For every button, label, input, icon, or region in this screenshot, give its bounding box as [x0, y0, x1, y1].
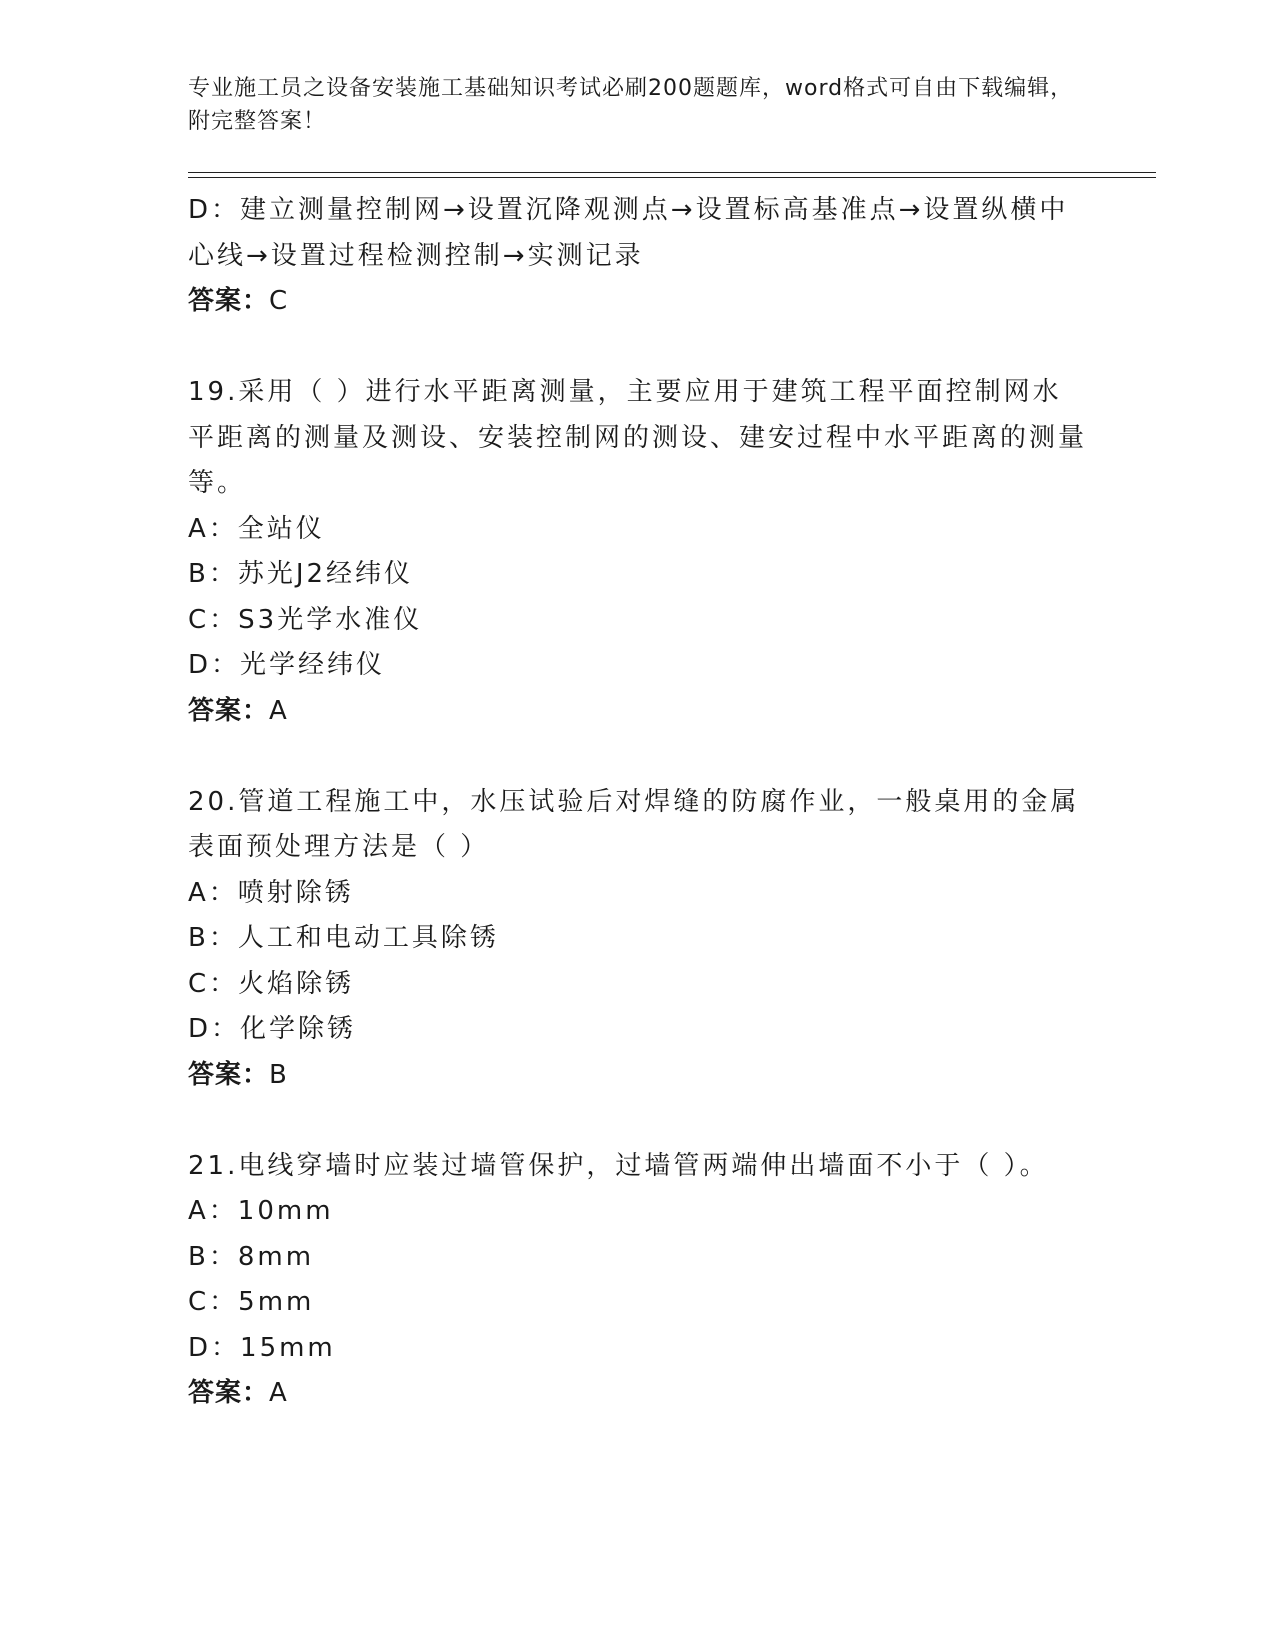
answer: [188, 1371, 1088, 1417]
question-19: [188, 370, 1088, 734]
spacer: [188, 325, 1088, 371]
option-c: C：S3光学水准仪: [188, 604, 423, 635]
prev-option-d: D：建立测量控制网→设置沉降观测点→设置标高基准点→设置纵横中心线→设置过程检测控制→实测记录: [188, 195, 1069, 271]
option-c: C：火焰除锈: [188, 968, 355, 999]
answer-value: C: [269, 286, 289, 316]
question-20: [188, 780, 1088, 1099]
option-a: A：10mm: [188, 1196, 334, 1226]
option-a: A：全站仪: [188, 513, 325, 544]
option-b: B：苏光J2经纬仪: [188, 559, 414, 589]
header-rule-top: [188, 172, 1156, 173]
answer-value: B: [269, 1059, 288, 1090]
option-d: D：15mm: [188, 1332, 336, 1363]
option-b: B：人工和电动工具除锈: [188, 923, 499, 953]
option-d: D：化学除锈: [188, 1014, 357, 1044]
answer: [188, 1053, 1088, 1099]
option-c: C：5mm: [188, 1287, 315, 1317]
prev-answer: [188, 279, 1088, 325]
question-stem: 19.采用（ ）进行水平距离测量，主要应用于建筑工程平面控制网水平距离的测量及测设、安装控制网的测设、建安过程中水平距离的测量等。: [188, 377, 1088, 498]
option-d: D：光学经纬仪: [188, 650, 386, 680]
answer: [188, 689, 1088, 735]
document-header: 专业施工员之设备安装施工基础知识考试必刷200题题库，word格式可自由下载编辑，附完整答案！: [188, 76, 1074, 134]
answer-label: 答案：: [188, 1378, 270, 1408]
answer-label: 答案：: [188, 286, 270, 316]
question-stem: 21.电线穿墙时应装过墙管保护，过墙管两端伸出墙面不小于（ ）。: [188, 1150, 1049, 1181]
question-21: [188, 1144, 1088, 1417]
header-rule-bottom: [188, 177, 1156, 178]
spacer: [188, 1098, 1088, 1144]
question-content: [188, 188, 1088, 1417]
question-stem: 20.管道工程施工中，水压试验后对焊缝的防腐作业，一般桌用的金属表面预处理方法是（ ）: [188, 786, 1080, 862]
answer-label: 答案：: [188, 1059, 270, 1090]
spacer: [188, 734, 1088, 780]
answer-label: 答案：: [188, 695, 270, 726]
option-b: B：8mm: [188, 1241, 315, 1272]
answer-value: A: [269, 695, 288, 726]
option-a: A：喷射除锈: [188, 877, 354, 908]
answer-value: A: [269, 1378, 288, 1408]
